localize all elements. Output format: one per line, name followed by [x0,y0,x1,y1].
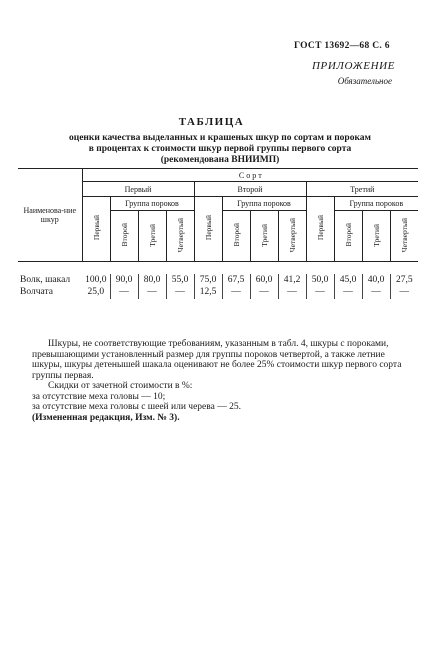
table-cell: 90,0 [110,274,138,287]
discount-item: за отсутствие меха головы — 10; [32,391,166,402]
table-cell: 25,0 [82,287,110,299]
column-header: Второй [222,211,250,262]
table-cell: — [166,287,194,299]
defect-group-header: Группа пороков [334,197,418,211]
table-cell: 67,5 [222,274,250,287]
table-cell: — [278,287,306,299]
table-cell: — [399,286,410,297]
table-cell: — [306,287,334,299]
column-header: Четвертый [390,211,418,262]
table-row [18,287,418,299]
table-row [18,274,418,287]
table-cell: 80,0 [138,274,166,287]
table-cell: 55,0 [166,274,194,287]
table-cell: 40,0 [362,274,390,287]
defect-group-header: Группа пороков [222,197,306,211]
grade-header: Первый [82,182,194,197]
discounts-intro: Скидки от зачетной стоимости в %: [48,381,193,391]
table-cell: 50,0 [306,274,334,287]
table-cell: — [250,287,278,299]
notes-section [32,339,402,423]
table-cell: — [222,287,250,299]
table-title [40,133,400,166]
table-heading: ТАБЛИЦА [178,116,245,128]
appendix-label: ПРИЛОЖЕНИЕ [312,60,395,72]
table-cell: 100,0 [82,274,110,287]
table-cell: — [334,287,362,299]
table-cell: 41,2 [278,274,306,287]
column-header: Второй [110,211,138,262]
grade-header: Второй [194,182,306,197]
column-header: Первый [306,197,334,262]
table-title-line: (рекомендована ВНИИМП) [160,155,280,165]
table-cell: 60,0 [250,274,278,287]
quality-table [18,168,418,299]
table-cell: — [138,287,166,299]
grade-header: Третий [306,182,418,197]
row-name: Волчата [20,286,53,297]
table-cell: — [362,287,390,299]
notes-paragraph: Шкуры, не соответствующие требованиям, указанным в табл. 4, шкуры с пороками, превышающими установленный размер для группы пороков четвертой, а также летние шкуры, шкуры детенышей шакала оценивают не более 25% стоимости шкур первого сорта группы первая. [32,339,402,381]
revision-note: (Измененная редакция, Изм. № 3). [32,412,180,423]
row-name: Волк, шакал [20,274,71,285]
column-header: Первый [194,197,222,262]
column-header: Четвертый [278,211,306,262]
column-header: Третий [250,211,278,262]
appendix-status: Обязательное [337,76,392,86]
column-header: Первый [82,197,110,262]
discount-item: за отсутствие меха головы с шеей или черева — 25. [32,402,241,412]
sort-header: С о р т [82,169,418,182]
table-title-line: в процентах к стоимости шкур первой группы первого сорта [88,144,352,154]
table-cell: — [110,287,138,299]
column-header: Четвертый [166,211,194,262]
page-header: ГОСТ 13692—68 С. 6 [294,41,390,51]
defect-group-header: Группа пороков [110,197,194,211]
table-cell: 27,5 [395,274,413,285]
column-header: Второй [334,211,362,262]
table-title-line: оценки качества выделанных и крашеных шкур по сортам и порокам [68,133,372,143]
column-header: Третий [138,211,166,262]
row-header-label: Наименова-ние шкур [18,169,82,262]
column-header: Третий [362,211,390,262]
table-cell: 75,0 [194,274,222,287]
table-cell: 12,5 [194,287,222,299]
table-cell: 45,0 [334,274,362,287]
